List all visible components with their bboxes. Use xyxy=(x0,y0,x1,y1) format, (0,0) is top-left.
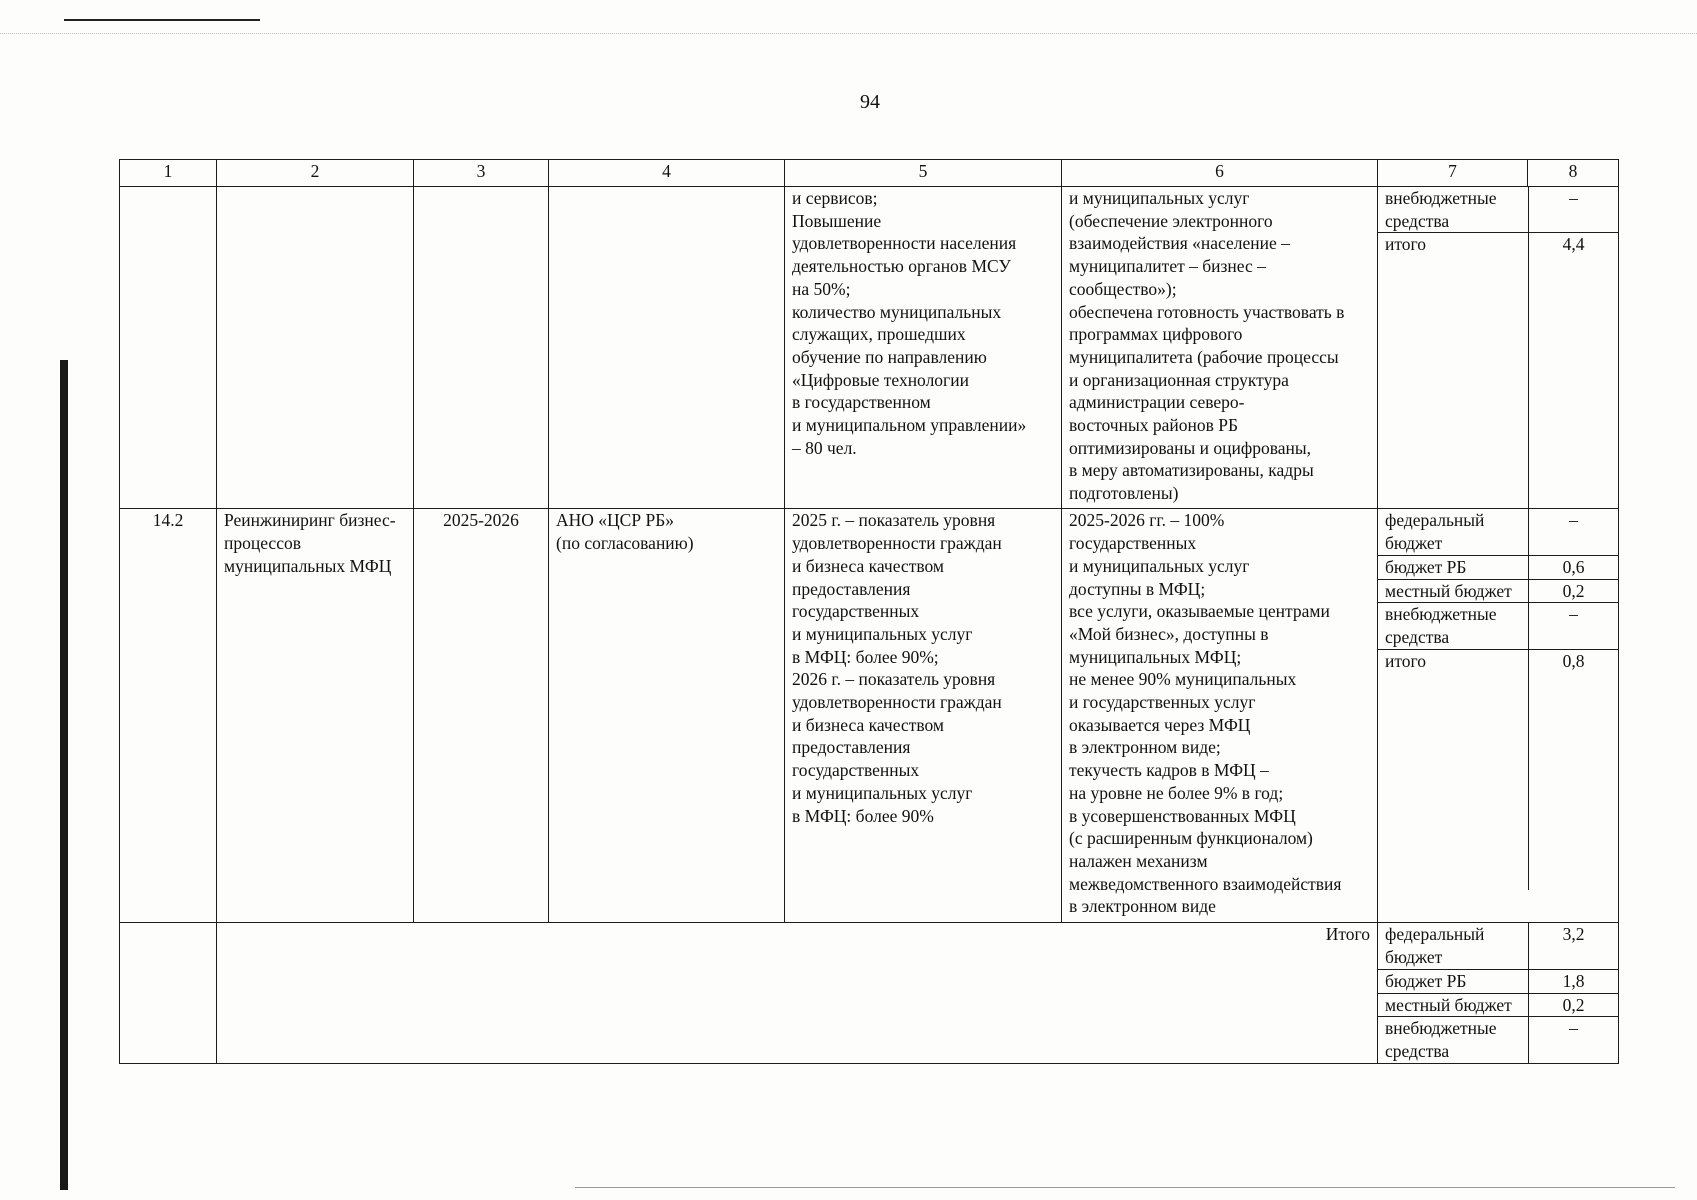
funding-value: – xyxy=(1529,1017,1619,1063)
column-number-4: 4 xyxy=(549,160,785,187)
cell-empty xyxy=(414,187,549,509)
indicators-cell: и сервисов; Повышение удовлетворенности населения деятельностью органов МСУ на 50%; количество муниципальных служащих, прошедших обучение по направлению «Цифровые технологии в государственном и муниципальном управлении» – 80 чел. xyxy=(785,187,1062,509)
funding-value: – xyxy=(1569,510,1578,531)
funding-breakdown xyxy=(1378,509,1618,889)
scan-artifact-line xyxy=(64,19,260,21)
scan-artifact-binding-edge xyxy=(60,360,68,1190)
funding-line xyxy=(1378,1017,1618,1063)
scan-artifact-bottom-line xyxy=(575,1187,1675,1188)
results-cell: и муниципальных услуг (обеспечение электронного взаимодействия «население – муниципалитет – бизнес – сообщество»); обеспечена готовность участвовать в программах цифрового муниципалитета (рабочие процессы и организационная структура администрации северо- восточных районов РБ оптимизированы и оцифрованы, в меру автоматизированы, кадры подготовлены) xyxy=(1062,187,1378,509)
funding-value: 3,2 xyxy=(1562,924,1585,945)
page-number: 94 xyxy=(860,91,880,113)
funding-source: внебюджетные средства xyxy=(1378,1017,1529,1063)
funding-source: местный бюджет xyxy=(1378,993,1529,1017)
funding-value: 0,2 xyxy=(1529,579,1619,603)
funding-source: федеральный бюджет xyxy=(1378,923,1529,969)
total-label: Итого xyxy=(217,923,1378,1063)
scan-artifact-dots xyxy=(0,33,1697,34)
funding-line xyxy=(1378,509,1618,555)
funding-source: итого xyxy=(1378,649,1529,890)
funding-line xyxy=(1378,923,1618,969)
funding-value: – xyxy=(1569,188,1578,208)
column-number-8: 8 xyxy=(1528,160,1619,187)
column-number-3: 3 xyxy=(414,160,549,187)
funding-source: бюджет РБ xyxy=(1378,555,1529,579)
funding-source: итого xyxy=(1378,233,1529,509)
cell-empty xyxy=(120,187,217,509)
funding-cell xyxy=(1378,509,1619,923)
funding-line xyxy=(1378,603,1618,649)
funding-cell xyxy=(1378,187,1619,509)
continuation-row xyxy=(120,187,1619,509)
column-number-2: 2 xyxy=(217,160,414,187)
funding-value: 0,2 xyxy=(1529,993,1619,1017)
funding-cell xyxy=(1378,923,1619,1063)
funding-line xyxy=(1378,233,1618,509)
funding-line xyxy=(1378,969,1618,993)
cell-empty xyxy=(549,187,785,509)
funding-value: 1,8 xyxy=(1529,969,1619,993)
funding-line xyxy=(1378,649,1618,890)
activity-row-14-2 xyxy=(120,509,1619,923)
activity-executor: АНО «ЦСР РБ» (по согласованию) xyxy=(549,509,785,923)
funding-line xyxy=(1378,555,1618,579)
funding-line xyxy=(1378,579,1618,603)
column-number-6: 6 xyxy=(1062,160,1378,187)
funding-breakdown xyxy=(1378,187,1618,508)
funding-source: внебюджетные средства xyxy=(1378,603,1529,649)
column-number-header-row xyxy=(120,160,1619,187)
cell-empty xyxy=(120,923,217,1063)
funding-value: 4,4 xyxy=(1529,233,1619,509)
activity-period: 2025-2026 xyxy=(414,509,549,923)
column-number-1: 1 xyxy=(120,160,217,187)
funding-value: 0,6 xyxy=(1529,555,1619,579)
column-number-5: 5 xyxy=(785,160,1062,187)
indicators-cell: 2025 г. – показатель уровня удовлетворенности граждан и бизнеса качеством предоставления государственных и муниципальных услуг в МФЦ: более 90%; 2026 г. – показатель уровня удовлетворенности граждан и бизнеса качеством предоставления государственных и муниципальных услуг в МФЦ: более 90% xyxy=(785,509,1062,923)
funding-source: федеральный бюджет xyxy=(1378,509,1529,555)
column-number-7: 7 xyxy=(1378,160,1528,187)
program-activities-table xyxy=(119,159,1619,1064)
funding-value: 0,8 xyxy=(1529,649,1619,890)
results-cell: 2025-2026 гг. – 100% государственных и муниципальных услуг доступны в МФЦ; все услуги, оказываемые центрами «Мой бизнес», доступны в муниципальных МФЦ; не менее 90% муниципальных и государственных услуг оказывается через МФЦ в электронном виде; текучесть кадров в МФЦ – на уровне не более 9% в год; в усовершенствованных МФЦ (с расширенным функционалом) налажен механизм межведомственного взаимодействия в электронном виде xyxy=(1062,509,1378,923)
activity-number: 14.2 xyxy=(120,509,217,923)
funding-source: бюджет РБ xyxy=(1378,969,1529,993)
total-row xyxy=(120,923,1619,1063)
funding-source: внебюджетные средства xyxy=(1378,187,1529,233)
funding-value: – xyxy=(1529,603,1619,649)
cell-empty xyxy=(217,187,414,509)
funding-breakdown xyxy=(1378,923,1618,1062)
activity-name: Реинжиниринг бизнес-процессов муниципальных МФЦ xyxy=(217,509,414,923)
funding-line xyxy=(1378,187,1618,233)
funding-line xyxy=(1378,993,1618,1017)
funding-source: местный бюджет xyxy=(1378,579,1529,603)
